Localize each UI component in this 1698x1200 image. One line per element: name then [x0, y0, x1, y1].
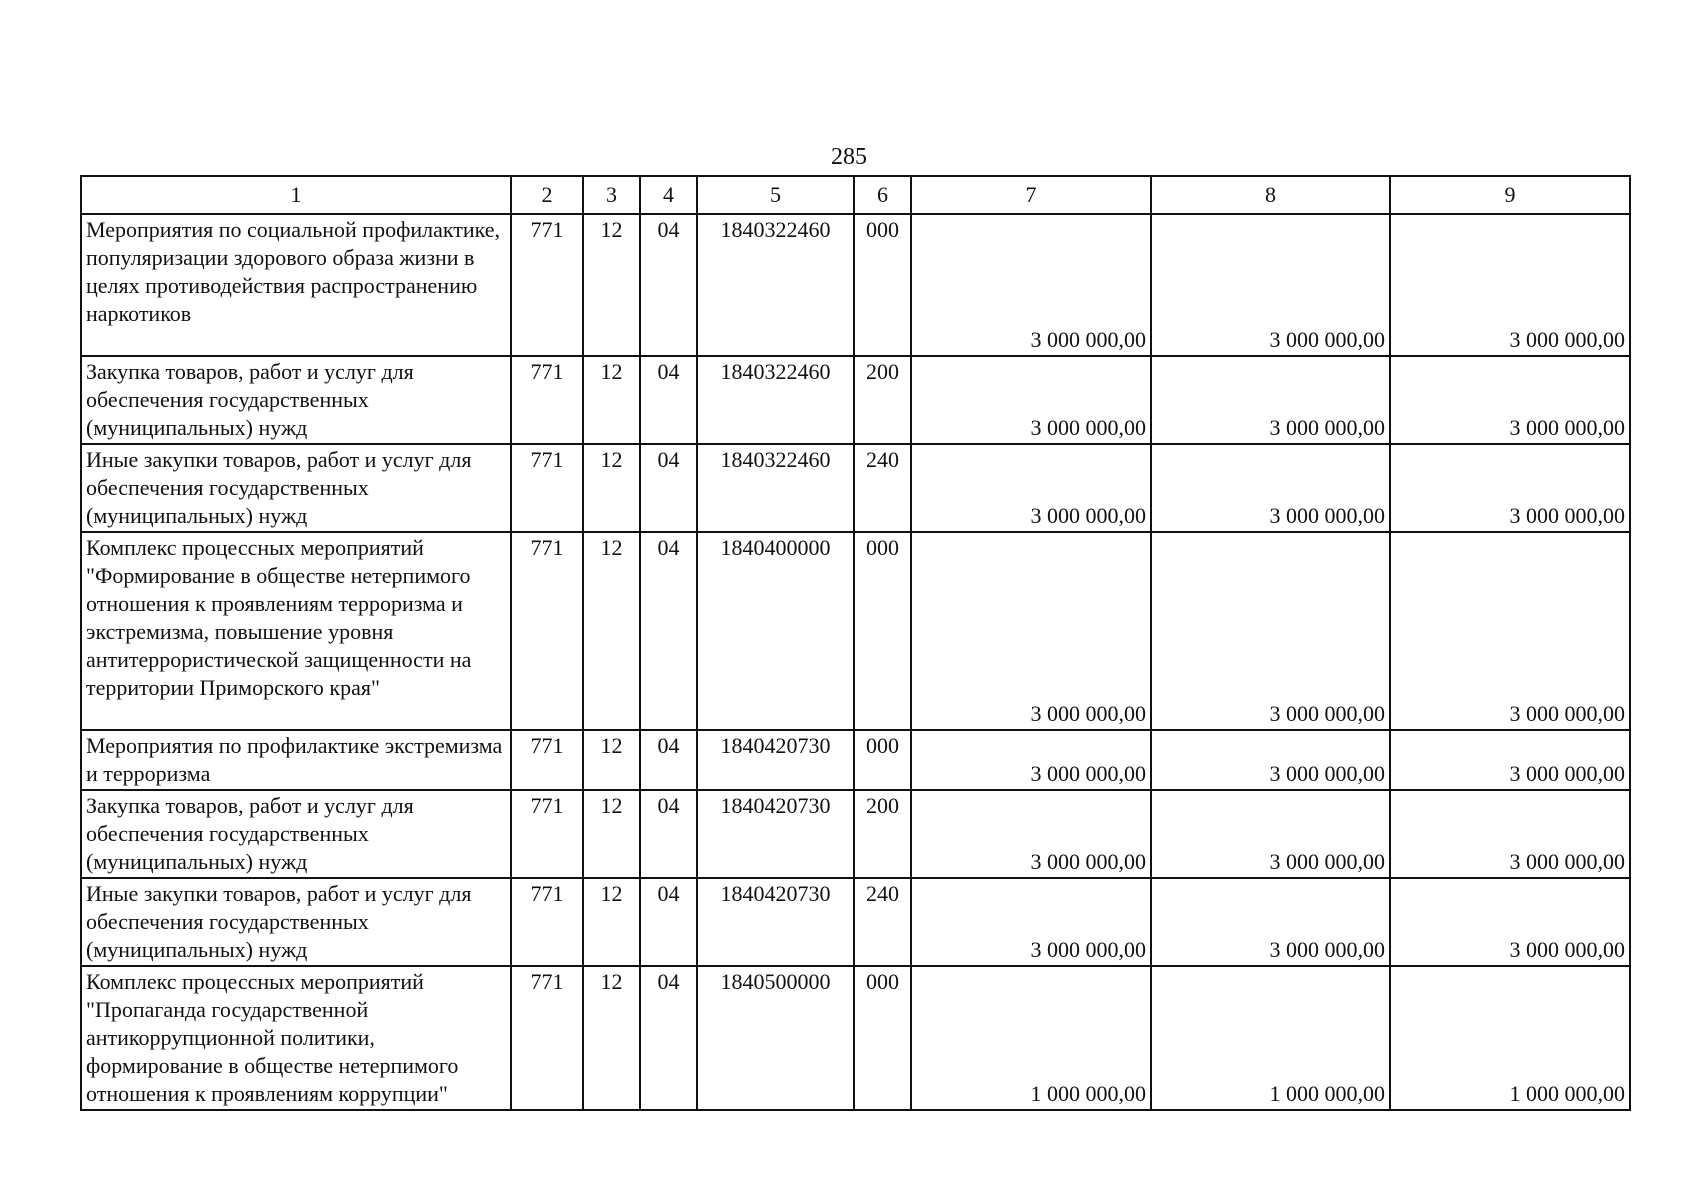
row-amount-col7: 3 000 000,00 — [911, 790, 1151, 878]
page-number: 285 — [831, 144, 867, 170]
table-header-row — [81, 176, 1630, 214]
row-description: Иные закупки товаров, работ и услуг для обеспечения государственных (муниципальных) нужд — [81, 878, 511, 966]
row-amount-col9: 3 000 000,00 — [1390, 790, 1630, 878]
row-code-subsection: 04 — [640, 966, 697, 1110]
row-description: Комплекс процессных мероприятий "Формирование в обществе нетерпимого отношения к проявлениям терроризма и экстремизма, повышение уровня антитеррористической защищенности на территории Приморского края" — [81, 532, 511, 730]
row-amount-col8: 3 000 000,00 — [1151, 356, 1390, 444]
row-amount-col8: 3 000 000,00 — [1151, 444, 1390, 532]
column-header: 7 — [911, 176, 1151, 214]
row-amount-col8: 3 000 000,00 — [1151, 214, 1390, 356]
row-amount-col8: 3 000 000,00 — [1151, 730, 1390, 790]
row-code-target: 1840420730 — [697, 730, 854, 790]
row-description: Мероприятия по социальной профилактике, популяризации здорового образа жизни в целях противодействия распространению наркотиков — [81, 214, 511, 356]
row-description: Закупка товаров, работ и услуг для обеспечения государственных (муниципальных) нужд — [81, 790, 511, 878]
row-amount-col9: 3 000 000,00 — [1390, 444, 1630, 532]
row-code-section: 12 — [583, 790, 640, 878]
table-row — [81, 966, 1630, 1110]
row-code-section: 12 — [583, 214, 640, 356]
row-code-target: 1840322460 — [697, 444, 854, 532]
row-description: Иные закупки товаров, работ и услуг для обеспечения государственных (муниципальных) нужд — [81, 444, 511, 532]
row-code-ministry: 771 — [511, 356, 583, 444]
row-code-section: 12 — [583, 966, 640, 1110]
row-code-expense-type: 240 — [854, 444, 911, 532]
row-code-ministry: 771 — [511, 790, 583, 878]
row-code-ministry: 771 — [511, 532, 583, 730]
row-code-subsection: 04 — [640, 444, 697, 532]
row-code-target: 1840420730 — [697, 790, 854, 878]
column-header: 3 — [583, 176, 640, 214]
row-amount-col7: 3 000 000,00 — [911, 878, 1151, 966]
row-amount-col7: 3 000 000,00 — [911, 532, 1151, 730]
row-code-section: 12 — [583, 730, 640, 790]
column-header: 8 — [1151, 176, 1390, 214]
row-code-subsection: 04 — [640, 878, 697, 966]
row-amount-col9: 3 000 000,00 — [1390, 532, 1630, 730]
row-code-ministry: 771 — [511, 214, 583, 356]
row-code-ministry: 771 — [511, 966, 583, 1110]
row-code-section: 12 — [583, 878, 640, 966]
table-row — [81, 790, 1630, 878]
row-description: Комплекс процессных мероприятий "Пропаганда государственной антикоррупционной политики, формирование в обществе нетерпимого отношения к проявлениям коррупции" — [81, 966, 511, 1110]
row-amount-col8: 3 000 000,00 — [1151, 790, 1390, 878]
column-header: 2 — [511, 176, 583, 214]
row-code-expense-type: 000 — [854, 730, 911, 790]
row-code-expense-type: 000 — [854, 966, 911, 1110]
column-header: 9 — [1390, 176, 1630, 214]
row-amount-col9: 3 000 000,00 — [1390, 730, 1630, 790]
row-code-expense-type: 000 — [854, 214, 911, 356]
row-code-section: 12 — [583, 356, 640, 444]
row-amount-col7: 3 000 000,00 — [911, 356, 1151, 444]
row-amount-col9: 3 000 000,00 — [1390, 214, 1630, 356]
row-code-target: 1840322460 — [697, 356, 854, 444]
row-amount-col9: 3 000 000,00 — [1390, 356, 1630, 444]
table-row — [81, 730, 1630, 790]
column-header: 6 — [854, 176, 911, 214]
row-code-ministry: 771 — [511, 730, 583, 790]
row-code-expense-type: 000 — [854, 532, 911, 730]
row-code-expense-type: 200 — [854, 790, 911, 878]
row-amount-col9: 1 000 000,00 — [1390, 966, 1630, 1110]
row-code-section: 12 — [583, 532, 640, 730]
column-header: 4 — [640, 176, 697, 214]
column-header: 5 — [697, 176, 854, 214]
row-amount-col7: 3 000 000,00 — [911, 444, 1151, 532]
row-description: Закупка товаров, работ и услуг для обеспечения государственных (муниципальных) нужд — [81, 356, 511, 444]
row-code-subsection: 04 — [640, 730, 697, 790]
row-description: Мероприятия по профилактике экстремизма и терроризма — [81, 730, 511, 790]
table-row — [81, 444, 1630, 532]
row-code-target: 1840420730 — [697, 878, 854, 966]
row-amount-col9: 3 000 000,00 — [1390, 878, 1630, 966]
row-amount-col8: 1 000 000,00 — [1151, 966, 1390, 1110]
row-code-subsection: 04 — [640, 532, 697, 730]
row-code-ministry: 771 — [511, 444, 583, 532]
row-code-subsection: 04 — [640, 214, 697, 356]
budget-table — [80, 175, 1631, 1111]
row-amount-col7: 3 000 000,00 — [911, 730, 1151, 790]
row-code-expense-type: 240 — [854, 878, 911, 966]
row-code-expense-type: 200 — [854, 356, 911, 444]
row-code-subsection: 04 — [640, 356, 697, 444]
row-amount-col8: 3 000 000,00 — [1151, 532, 1390, 730]
row-code-ministry: 771 — [511, 878, 583, 966]
row-amount-col7: 1 000 000,00 — [911, 966, 1151, 1110]
table-row — [81, 356, 1630, 444]
row-code-subsection: 04 — [640, 790, 697, 878]
table-row — [81, 214, 1630, 356]
column-header: 1 — [81, 176, 511, 214]
row-code-target: 1840400000 — [697, 532, 854, 730]
table-row — [81, 878, 1630, 966]
row-code-target: 1840500000 — [697, 966, 854, 1110]
row-amount-col8: 3 000 000,00 — [1151, 878, 1390, 966]
row-code-section: 12 — [583, 444, 640, 532]
row-amount-col7: 3 000 000,00 — [911, 214, 1151, 356]
table-row — [81, 532, 1630, 730]
row-code-target: 1840322460 — [697, 214, 854, 356]
